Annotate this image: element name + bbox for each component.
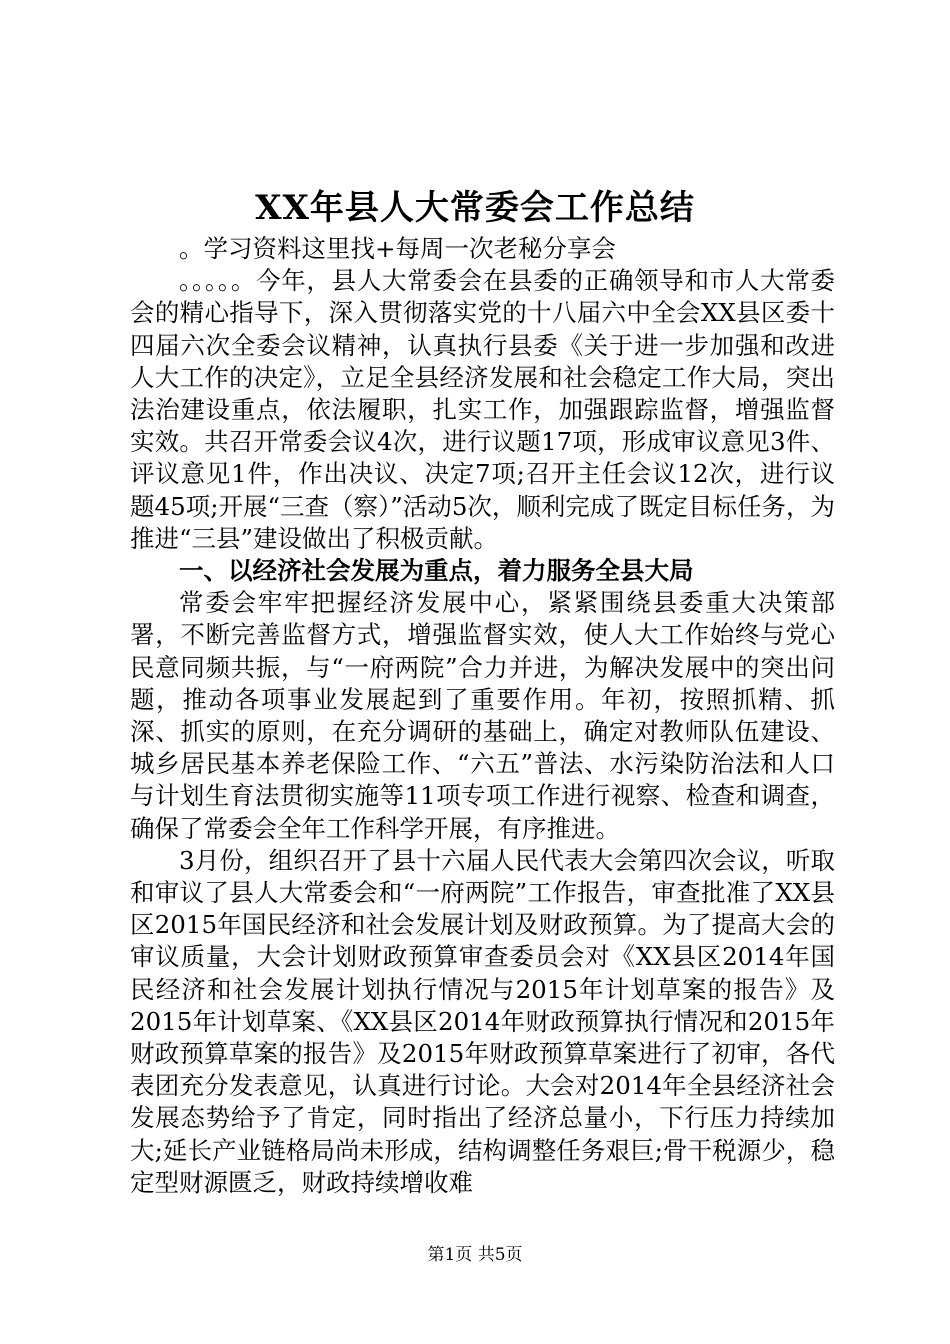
document-title: XX年县人大常委会工作总结 (255, 188, 695, 228)
section-paragraph-1: 常委会牢牢把握经济发展中心，紧紧围绕县委重大决策部署，不断完善监督方式，增强监督实效，使人大工作始终与党心民意同频共振，与“一府两院”合力并进，为解决发展中的突出问题，推动各项事业发展起到了重要作用。年初，按照抓精、抓深、抓实的原则，在充分调研的基础上，确定对教师队伍建设、城乡居民基本养老保险工作、“六五”普法、水污染防治法和人口与计划生育法贯彻实施等11项专项工作进行视察、检查和调查，确保了常委会全年工作科学开展，有序推进。 (130, 588, 835, 843)
section-heading: 一、以经济社会发展为重点，着力服务全县大局 (179, 556, 694, 586)
intro-line: 。学习资料这里找+每周一次老秘分享会 (179, 234, 617, 263)
document-body (130, 233, 835, 1199)
intro-paragraph: 。。。。。今年，县人大常委会在县委的正确领导和市人大常委会的精心指导下，深入贯彻落实党的十八届六中全会XX县区委十四届六次全委会议精神，认真执行县委《关于进一步加强和改进人大工作的决定》，立足全县经济发展和社会稳定工作大局，突出法治建设重点，依法履职，扎实工作，加强跟踪监督，增强监督实效。共召开常委会议4次，进行议题17项，形成审议意见3件、评议意见1件，作出决议、决定7项;召开主任会议12次，进行议题45项;开展“三查（察）”活动5次，顺利完成了既定目标任务，为推进“三县”建设做出了积极贡献。 (130, 266, 835, 553)
section-paragraph-2: 3月份，组织召开了县十六届人民代表大会第四次会议，听取和审议了县人大常委会和“一府两院”工作报告，审查批准了XX县区2015年国民经济和社会发展计划及财政预算。为了提高大会的审议质量，大会计划财政预算审查委员会对《XX县区2014年国民经济和社会发展计划执行情况与2015年计划草案的报告》及2015年计划草案、《XX县区2014年财政预算执行情况和2015年财政预算草案的报告》及2015年财政预算草案进行了初审，各代表团充分发表意见，认真进行讨论。大会对2014年全县经济社会发展态势给予了肯定，同时指出了经济总量小，下行压力持续加大;延长产业链格局尚未形成，结构调整任务艰巨;骨干税源少，稳定型财源匮乏，财政持续增收难 (130, 845, 835, 1197)
page-number-footer: 第1页 共5页 (427, 1245, 523, 1265)
